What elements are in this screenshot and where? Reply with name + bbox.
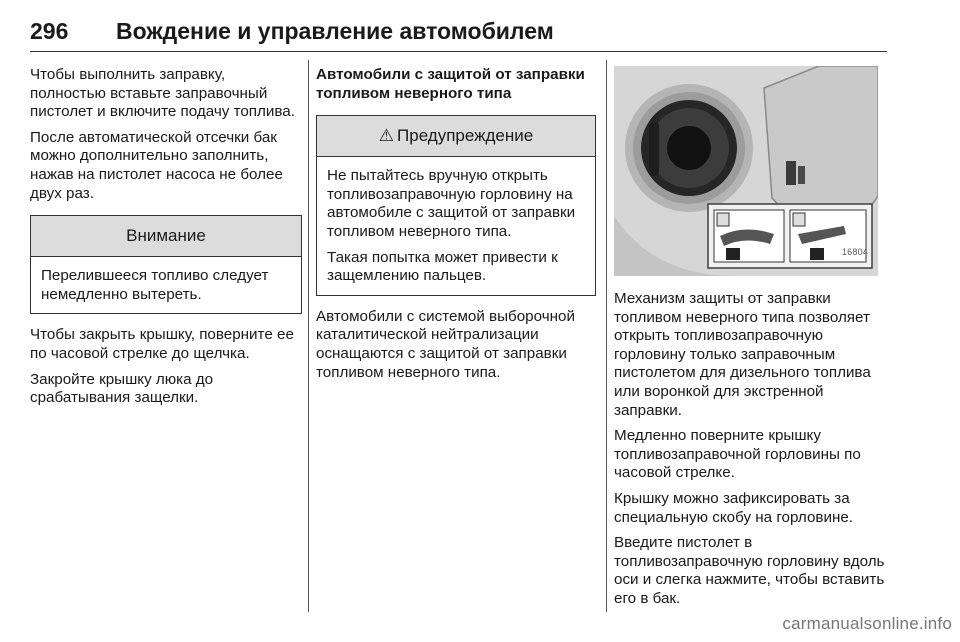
warning-text: Не пытайтесь вручную открыть топливозаправочную горловину на автомобиле с защитой от заправки топливом неверного типа.	[327, 167, 576, 240]
paragraph: Закройте крышку люка до срабатывания защелки.	[30, 370, 214, 407]
section-heading: Автомобили с защитой от заправки топливом неверного типа	[316, 66, 585, 102]
warning-triangle-icon: ⚠	[378, 125, 395, 145]
column-middle	[316, 66, 596, 389]
page-title: Вождение и управление автомобилем	[116, 18, 554, 44]
warning-box	[316, 115, 596, 296]
warning-header	[317, 116, 595, 157]
site-watermark: carmanualsonline.info	[782, 614, 952, 633]
warning-text: Такая попытка может привести к защемлению пальцев.	[327, 248, 558, 285]
paragraph: Чтобы закрыть крышку, поверните ее по часовой стрелке до щелчка.	[30, 326, 294, 362]
column-left	[30, 66, 302, 415]
column-divider	[606, 60, 607, 612]
caution-text: Перелившееся топливо следует немедленно вытереть.	[41, 267, 269, 303]
paragraph: Крышку можно зафиксировать за специальную скобу на горловине.	[614, 489, 854, 526]
warning-heading: Предупреждение	[397, 125, 534, 145]
paragraph: После автоматической отсечки бак можно дополнительно заполнить, нажав на пистолет насоса не более двух раз.	[30, 128, 283, 202]
page-number: 296	[30, 18, 69, 44]
paragraph: Механизм защиты от заправки топливом неверного типа позволяет открыть топливозаправочную горловину только заправочным пистолетом для дизельного топлива или воронкой для экстренной заправки.	[614, 290, 871, 419]
fuel-filler-illustration	[614, 66, 878, 276]
paragraph: Автомобили с системой выборочной каталитической нейтрализации оснащаются с защитой от заправки топливом неверного типа.	[316, 307, 575, 381]
page-header	[30, 18, 890, 50]
header-rule	[30, 51, 887, 52]
paragraph: Введите пистолет в топливозаправочную горловину вдоль оси и слегка нажмите, чтобы вставить его в бак.	[614, 534, 885, 607]
caution-box	[30, 215, 302, 314]
paragraph: Чтобы выполнить заправку, полностью вставьте заправочный пистолет и включите подачу топлива.	[30, 66, 295, 121]
fuel-filler-image	[614, 66, 878, 276]
column-divider	[308, 60, 309, 612]
caution-heading: Внимание	[31, 216, 301, 257]
paragraph: Медленно поверните крышку топливозаправочной горловины по часовой стрелке.	[614, 427, 861, 482]
figure-code: 16804	[841, 247, 868, 258]
column-right	[614, 66, 886, 616]
